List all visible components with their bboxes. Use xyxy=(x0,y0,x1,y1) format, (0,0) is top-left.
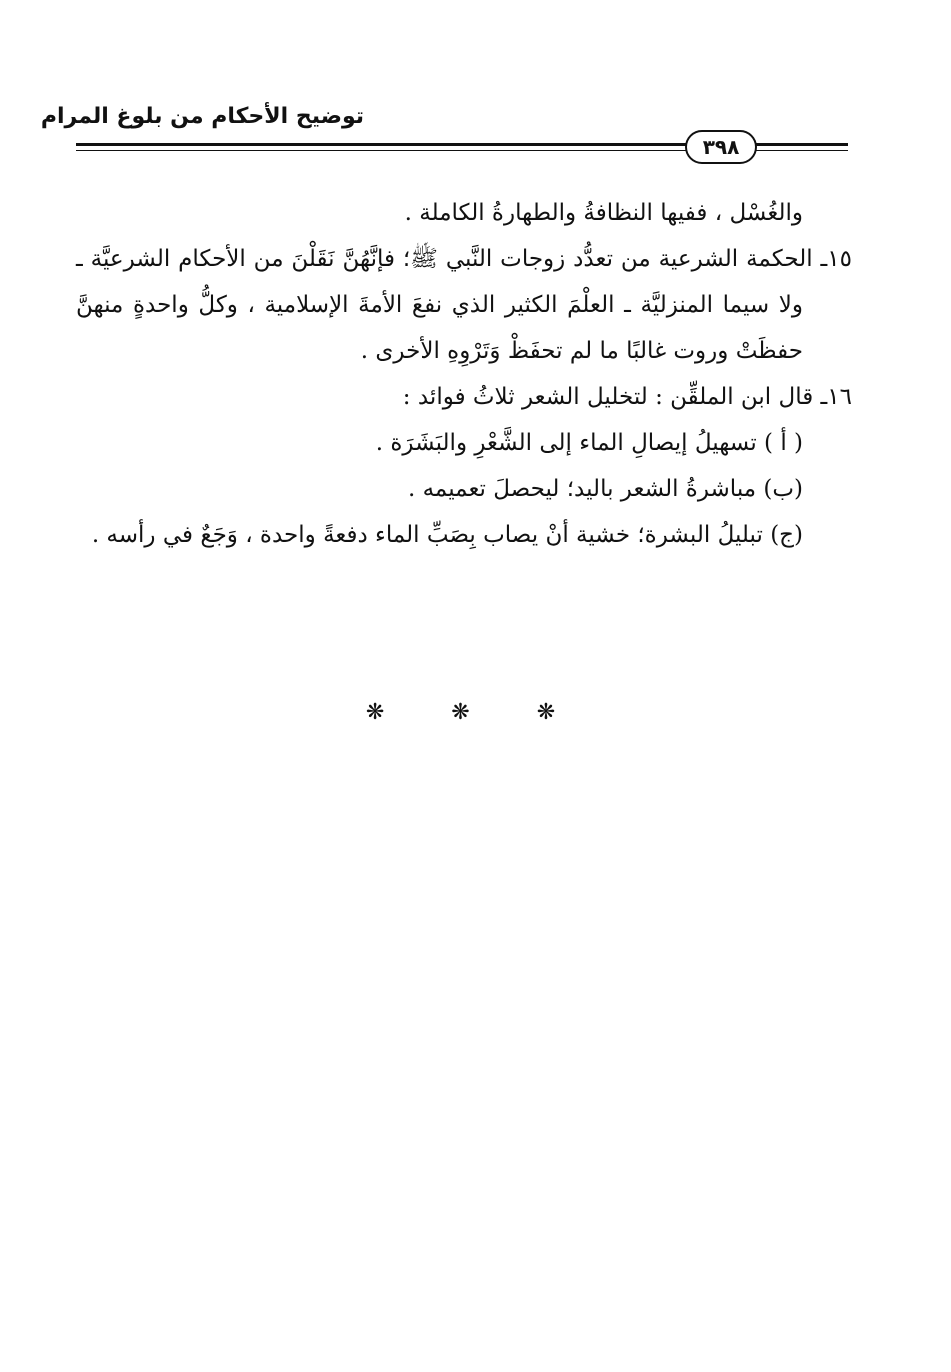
continuation-line: والغُسْل ، ففيها النظافةُ والطهارةُ الكاملة . xyxy=(404,200,803,226)
page-header xyxy=(40,100,848,160)
section-separator: ❋ ❋ ❋ xyxy=(365,700,586,725)
item-15: ١٥ـ الحكمة الشرعية من تعدُّد زوجات النَّبي ﷺ؛ فإنَّهُنَّ نَقَلْنَ من الأحكام الشرعيَّة ـ ولا سيما المنزليَّة ـ العلْمَ الكثير الذي نفعَ الأمةَ الإسلامية ، وكلُّ واحدةٍ منهنَّ حفظَتْ وروت غالبًا ما لم تحفَظْ وَتَرْوِهِ الأخرى . xyxy=(76,246,852,364)
page-body xyxy=(76,190,852,558)
item-16: ١٦ـ قال ابن الملقِّن : لتخليل الشعر ثلاثُ فوائد : xyxy=(402,384,852,410)
sub-item-a: ( أ ) تسهيلُ إيصالِ الماء إلى الشَّعْرِ والبَشَرَة . xyxy=(375,430,803,456)
page-number: ٣٩٨ xyxy=(685,130,757,164)
book-title: توضيح الأحكام من بلوغ المرام xyxy=(40,104,364,129)
sub-item-c: (ج) تبليلُ البشرة؛ خشية أنْ يصاب بِصَبِّ الماء دفعةً واحدة ، وَجَعٌ في رأسه . xyxy=(91,522,803,548)
sub-item-b: (ب) مباشرةُ الشعر باليد؛ ليحصلَ تعميمه . xyxy=(407,476,803,502)
